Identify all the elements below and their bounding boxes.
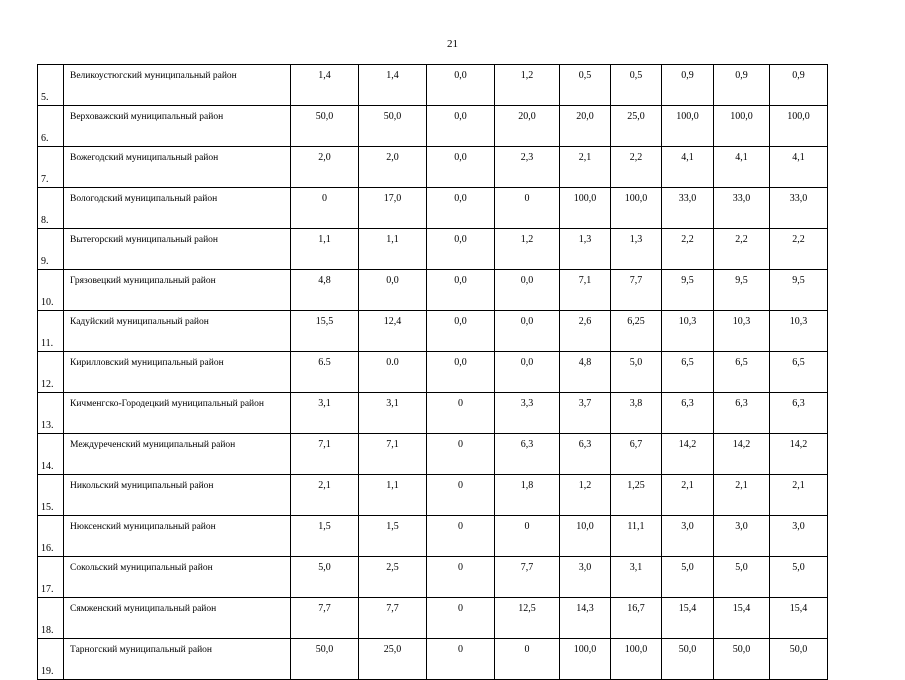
value-cell: 1,4 <box>359 65 427 106</box>
value-cell: 100,0 <box>662 106 714 147</box>
value-cell: 7,1 <box>560 270 611 311</box>
row-number: 13. <box>38 393 64 434</box>
value-cell: 0 <box>427 598 495 639</box>
value-cell: 1,2 <box>560 475 611 516</box>
row-number: 11. <box>38 311 64 352</box>
value-cell: 5,0 <box>770 557 828 598</box>
value-cell: 0,0 <box>495 270 560 311</box>
value-cell: 6,3 <box>560 434 611 475</box>
value-cell: 3,7 <box>560 393 611 434</box>
row-number: 16. <box>38 516 64 557</box>
value-cell: 50,0 <box>770 639 828 680</box>
value-cell: 25,0 <box>359 639 427 680</box>
value-cell: 0,0 <box>427 270 495 311</box>
value-cell: 0 <box>291 188 359 229</box>
value-cell: 50,0 <box>291 106 359 147</box>
value-cell: 0.0 <box>359 352 427 393</box>
value-cell: 33,0 <box>770 188 828 229</box>
value-cell: 15,4 <box>770 598 828 639</box>
table-row <box>38 229 828 270</box>
value-cell: 10,3 <box>714 311 770 352</box>
district-name: Сямженский муниципальный район <box>64 598 291 639</box>
row-number: 17. <box>38 557 64 598</box>
table-row <box>38 639 828 680</box>
value-cell: 10,3 <box>662 311 714 352</box>
value-cell: 9,5 <box>770 270 828 311</box>
value-cell: 2,0 <box>359 147 427 188</box>
table-row <box>38 352 828 393</box>
value-cell: 10,0 <box>560 516 611 557</box>
district-name: Кирилловский муниципальный район <box>64 352 291 393</box>
value-cell: 6,3 <box>495 434 560 475</box>
district-name: Тарногский муниципальный район <box>64 639 291 680</box>
value-cell: 14,2 <box>714 434 770 475</box>
value-cell: 2,1 <box>662 475 714 516</box>
row-number: 10. <box>38 270 64 311</box>
row-number: 6. <box>38 106 64 147</box>
table-row <box>38 434 828 475</box>
value-cell: 20,0 <box>560 106 611 147</box>
value-cell: 16,7 <box>611 598 662 639</box>
value-cell: 0 <box>495 516 560 557</box>
value-cell: 4,1 <box>714 147 770 188</box>
value-cell: 1,1 <box>359 475 427 516</box>
value-cell: 0 <box>427 557 495 598</box>
district-name: Междуреченский муниципальный район <box>64 434 291 475</box>
table-row <box>38 270 828 311</box>
row-number: 18. <box>38 598 64 639</box>
district-name: Вологодский муниципальный район <box>64 188 291 229</box>
value-cell: 2,2 <box>662 229 714 270</box>
value-cell: 12,5 <box>495 598 560 639</box>
value-cell: 2,1 <box>714 475 770 516</box>
value-cell: 5,0 <box>662 557 714 598</box>
value-cell: 2,1 <box>291 475 359 516</box>
value-cell: 0,0 <box>427 229 495 270</box>
value-cell: 0,5 <box>560 65 611 106</box>
district-name: Никольский муниципальный район <box>64 475 291 516</box>
value-cell: 1,4 <box>291 65 359 106</box>
value-cell: 9,5 <box>662 270 714 311</box>
page-number: 21 <box>447 38 458 50</box>
value-cell: 0 <box>427 393 495 434</box>
district-name: Верховажский муниципальный район <box>64 106 291 147</box>
value-cell: 4,8 <box>291 270 359 311</box>
value-cell: 2,2 <box>770 229 828 270</box>
row-number: 5. <box>38 65 64 106</box>
value-cell: 0,0 <box>427 188 495 229</box>
value-cell: 1,5 <box>291 516 359 557</box>
value-cell: 6,5 <box>714 352 770 393</box>
value-cell: 4,8 <box>560 352 611 393</box>
data-table <box>37 64 828 680</box>
value-cell: 100,0 <box>560 188 611 229</box>
value-cell: 2,1 <box>770 475 828 516</box>
value-cell: 100,0 <box>714 106 770 147</box>
district-name: Нюксенский муниципальный район <box>64 516 291 557</box>
value-cell: 0,9 <box>770 65 828 106</box>
value-cell: 0,9 <box>662 65 714 106</box>
value-cell: 50,0 <box>359 106 427 147</box>
value-cell: 5,0 <box>714 557 770 598</box>
value-cell: 1,3 <box>611 229 662 270</box>
value-cell: 50,0 <box>714 639 770 680</box>
value-cell: 14,3 <box>560 598 611 639</box>
value-cell: 6,7 <box>611 434 662 475</box>
value-cell: 4,1 <box>770 147 828 188</box>
value-cell: 0 <box>427 639 495 680</box>
value-cell: 14,2 <box>770 434 828 475</box>
value-cell: 17,0 <box>359 188 427 229</box>
value-cell: 10,3 <box>770 311 828 352</box>
value-cell: 0,0 <box>427 65 495 106</box>
table-body <box>38 65 828 680</box>
value-cell: 100,0 <box>560 639 611 680</box>
value-cell: 0 <box>427 475 495 516</box>
value-cell: 1,5 <box>359 516 427 557</box>
value-cell: 0,0 <box>359 270 427 311</box>
value-cell: 3,0 <box>770 516 828 557</box>
value-cell: 1,3 <box>560 229 611 270</box>
value-cell: 4,1 <box>662 147 714 188</box>
value-cell: 100,0 <box>770 106 828 147</box>
value-cell: 1,8 <box>495 475 560 516</box>
value-cell: 2,2 <box>714 229 770 270</box>
value-cell: 0,9 <box>714 65 770 106</box>
value-cell: 0 <box>495 639 560 680</box>
value-cell: 1,2 <box>495 65 560 106</box>
value-cell: 6.5 <box>291 352 359 393</box>
value-cell: 0 <box>427 516 495 557</box>
value-cell: 1,25 <box>611 475 662 516</box>
value-cell: 5,0 <box>611 352 662 393</box>
value-cell: 6,3 <box>770 393 828 434</box>
value-cell: 1,2 <box>495 229 560 270</box>
value-cell: 1,1 <box>291 229 359 270</box>
row-number: 12. <box>38 352 64 393</box>
district-name: Кичменгско-Городецкий муниципальный район <box>64 393 291 434</box>
value-cell: 6,25 <box>611 311 662 352</box>
value-cell: 3,0 <box>714 516 770 557</box>
value-cell: 7,7 <box>611 270 662 311</box>
value-cell: 2,0 <box>291 147 359 188</box>
value-cell: 6,5 <box>770 352 828 393</box>
table-row <box>38 557 828 598</box>
table-row <box>38 311 828 352</box>
value-cell: 3,0 <box>560 557 611 598</box>
value-cell: 0,5 <box>611 65 662 106</box>
value-cell: 7,1 <box>291 434 359 475</box>
value-cell: 6,3 <box>662 393 714 434</box>
table-row <box>38 65 828 106</box>
row-number: 7. <box>38 147 64 188</box>
value-cell: 0,0 <box>427 147 495 188</box>
value-cell: 2,2 <box>611 147 662 188</box>
value-cell: 7,1 <box>359 434 427 475</box>
value-cell: 0 <box>427 434 495 475</box>
value-cell: 7,7 <box>291 598 359 639</box>
value-cell: 15,4 <box>662 598 714 639</box>
value-cell: 7,7 <box>495 557 560 598</box>
table-row <box>38 147 828 188</box>
row-number: 19. <box>38 639 64 680</box>
value-cell: 0,0 <box>495 352 560 393</box>
district-name: Грязовецкий муниципальный район <box>64 270 291 311</box>
district-name: Кадуйский муниципальный район <box>64 311 291 352</box>
value-cell: 33,0 <box>714 188 770 229</box>
value-cell: 3,1 <box>611 557 662 598</box>
table-row <box>38 598 828 639</box>
value-cell: 12,4 <box>359 311 427 352</box>
value-cell: 6,5 <box>662 352 714 393</box>
table-row <box>38 475 828 516</box>
value-cell: 14,2 <box>662 434 714 475</box>
row-number: 15. <box>38 475 64 516</box>
row-number: 8. <box>38 188 64 229</box>
value-cell: 0 <box>495 188 560 229</box>
value-cell: 0,0 <box>427 352 495 393</box>
value-cell: 1,1 <box>359 229 427 270</box>
table-row <box>38 106 828 147</box>
value-cell: 3,3 <box>495 393 560 434</box>
value-cell: 15,5 <box>291 311 359 352</box>
value-cell: 15,4 <box>714 598 770 639</box>
row-number: 9. <box>38 229 64 270</box>
value-cell: 25,0 <box>611 106 662 147</box>
value-cell: 2,1 <box>560 147 611 188</box>
value-cell: 2,3 <box>495 147 560 188</box>
value-cell: 3,0 <box>662 516 714 557</box>
district-name: Вытегорский муниципальный район <box>64 229 291 270</box>
value-cell: 3,8 <box>611 393 662 434</box>
value-cell: 5,0 <box>291 557 359 598</box>
district-name: Великоустюгский муниципальный район <box>64 65 291 106</box>
value-cell: 100,0 <box>611 188 662 229</box>
row-number: 14. <box>38 434 64 475</box>
district-name: Сокольский муниципальный район <box>64 557 291 598</box>
value-cell: 100,0 <box>611 639 662 680</box>
value-cell: 3,1 <box>359 393 427 434</box>
value-cell: 0,0 <box>427 106 495 147</box>
value-cell: 9,5 <box>714 270 770 311</box>
value-cell: 50,0 <box>291 639 359 680</box>
table-row <box>38 393 828 434</box>
table-row <box>38 188 828 229</box>
value-cell: 0,0 <box>495 311 560 352</box>
value-cell: 11,1 <box>611 516 662 557</box>
value-cell: 2,6 <box>560 311 611 352</box>
value-cell: 0,0 <box>427 311 495 352</box>
value-cell: 6,3 <box>714 393 770 434</box>
value-cell: 3,1 <box>291 393 359 434</box>
district-name: Вожегодский муниципальный район <box>64 147 291 188</box>
value-cell: 50,0 <box>662 639 714 680</box>
value-cell: 33,0 <box>662 188 714 229</box>
value-cell: 2,5 <box>359 557 427 598</box>
value-cell: 20,0 <box>495 106 560 147</box>
value-cell: 7,7 <box>359 598 427 639</box>
table-row <box>38 516 828 557</box>
